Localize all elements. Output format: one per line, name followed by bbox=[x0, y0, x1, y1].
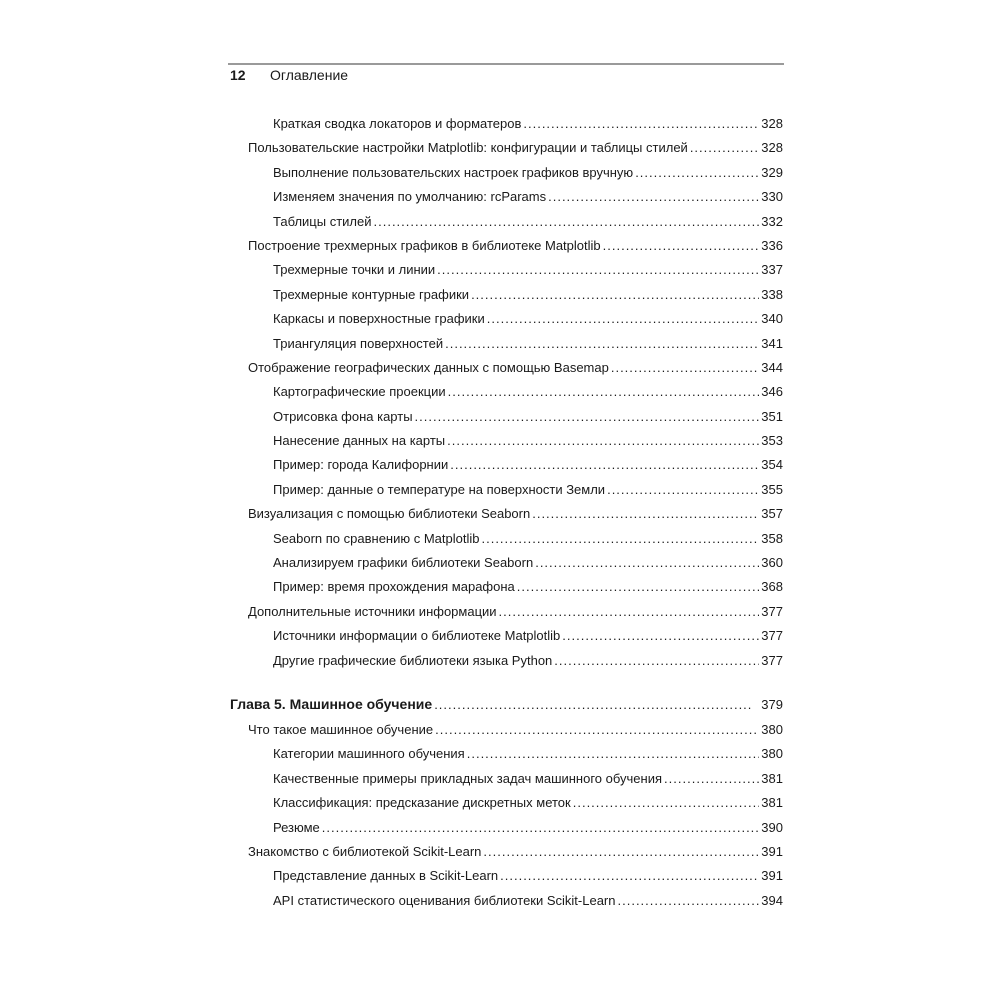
dot-leader bbox=[635, 165, 759, 180]
toc-entry[interactable] bbox=[230, 311, 783, 335]
toc-entry-page: 330 bbox=[761, 189, 783, 205]
toc-entry[interactable] bbox=[230, 140, 783, 164]
dot-leader bbox=[554, 653, 759, 668]
page-number: 12 bbox=[230, 67, 246, 83]
toc-entry-page: 381 bbox=[761, 795, 783, 811]
toc-entry[interactable] bbox=[230, 893, 783, 917]
toc-entry[interactable] bbox=[230, 722, 783, 746]
toc-entry[interactable] bbox=[230, 457, 783, 481]
dot-leader bbox=[434, 697, 753, 712]
toc-entry-title: Пример: данные о температуре на поверхности Земли bbox=[273, 481, 606, 497]
toc-entry-title: Нанесение данных на карты bbox=[273, 433, 446, 449]
toc-entry[interactable] bbox=[230, 746, 783, 770]
dot-leader bbox=[603, 238, 760, 253]
toc-entry-page: 346 bbox=[761, 384, 783, 400]
toc-entry-title: Триангуляция поверхностей bbox=[273, 335, 444, 351]
running-title: Оглавление bbox=[270, 67, 349, 83]
dot-leader bbox=[467, 746, 760, 761]
toc-entry-title: Визуализация с помощью библиотеки Seaborn bbox=[248, 506, 531, 522]
toc-entry[interactable] bbox=[230, 409, 783, 433]
toc-entry-page: 368 bbox=[761, 579, 783, 595]
toc-entry-page: 358 bbox=[761, 530, 783, 546]
toc-entry-page: 379 bbox=[761, 696, 783, 712]
toc-entry[interactable] bbox=[230, 238, 783, 262]
toc-entry-title: Выполнение пользовательских настроек графиков вручную bbox=[273, 164, 634, 180]
toc-entry-page: 338 bbox=[761, 286, 783, 302]
toc-entry-title: Что такое машинное обучение bbox=[248, 721, 434, 737]
toc-entry-title: Источники информации о библиотеке Matplotlib bbox=[273, 628, 561, 644]
toc-entry-page: 351 bbox=[761, 408, 783, 424]
toc-entry-page: 344 bbox=[761, 359, 783, 375]
toc-entry-title: Seaborn по сравнению с Matplotlib bbox=[273, 530, 480, 546]
dot-leader bbox=[481, 531, 759, 546]
toc-entry[interactable] bbox=[230, 531, 783, 555]
toc-entry-title: Трехмерные точки и линии bbox=[273, 262, 436, 278]
dot-leader bbox=[618, 893, 760, 908]
dot-leader bbox=[447, 433, 759, 448]
dot-leader bbox=[450, 457, 759, 472]
toc-entry[interactable] bbox=[230, 336, 783, 360]
toc-entry-page: 355 bbox=[761, 481, 783, 497]
toc-entry-page: 328 bbox=[761, 116, 783, 131]
toc-entry[interactable] bbox=[230, 868, 783, 892]
toc-entry-page: 341 bbox=[761, 335, 783, 351]
toc-entry-title: Отображение географических данных с помощью Basemap bbox=[248, 359, 609, 375]
dot-leader bbox=[435, 722, 759, 737]
dot-leader bbox=[611, 360, 759, 375]
toc-entry-title: Пример: города Калифорнии bbox=[273, 457, 449, 473]
header-rule bbox=[228, 63, 784, 65]
toc-entry-page: 337 bbox=[761, 262, 783, 278]
toc-entry-page: 340 bbox=[761, 311, 783, 327]
dot-leader bbox=[523, 116, 759, 131]
toc-entry-page: 381 bbox=[761, 770, 783, 786]
toc-entry-title: Резюме bbox=[273, 819, 320, 835]
toc-entry-page: 328 bbox=[761, 140, 783, 156]
dot-leader bbox=[322, 820, 760, 835]
toc-entry-page: 353 bbox=[761, 433, 783, 449]
toc-entry-title: Изменяем значения по умолчанию: rcParams bbox=[273, 189, 547, 205]
toc-entry[interactable] bbox=[230, 604, 783, 628]
toc-entry-page: 391 bbox=[761, 843, 783, 859]
toc-entry-page: 329 bbox=[761, 164, 783, 180]
toc-entry[interactable] bbox=[230, 214, 783, 238]
toc-entry-page: 377 bbox=[761, 628, 783, 644]
toc-entry-title: Каркасы и поверхностные графики bbox=[273, 311, 485, 327]
toc-entry[interactable] bbox=[230, 579, 783, 603]
toc-entry-page: 391 bbox=[761, 868, 783, 884]
toc-entry[interactable] bbox=[230, 771, 783, 795]
dot-leader bbox=[690, 140, 759, 155]
toc-entry-title: Другие графические библиотеки языка Python bbox=[273, 652, 553, 668]
dot-leader bbox=[532, 506, 759, 521]
toc-entry-page: 377 bbox=[761, 652, 783, 668]
dot-leader bbox=[499, 604, 760, 619]
dot-leader bbox=[573, 795, 760, 810]
dot-leader bbox=[562, 628, 759, 643]
toc-entry-page: 357 bbox=[761, 506, 783, 522]
toc-entry-title: Качественные примеры прикладных задач машинного обучения bbox=[273, 770, 663, 786]
toc-entry[interactable] bbox=[230, 360, 783, 384]
toc-entry-page: 380 bbox=[761, 721, 783, 737]
toc-entry[interactable] bbox=[230, 165, 783, 189]
toc-entry[interactable] bbox=[230, 820, 783, 844]
dot-leader bbox=[445, 336, 759, 351]
running-header bbox=[230, 67, 349, 83]
toc-entry[interactable] bbox=[230, 555, 783, 579]
toc-entry-page: 336 bbox=[761, 237, 783, 253]
dot-leader bbox=[517, 579, 760, 594]
toc-entry-page: 394 bbox=[761, 892, 783, 908]
toc-entry[interactable] bbox=[230, 189, 783, 213]
dot-leader bbox=[487, 311, 760, 326]
toc-entry-title: Анализируем графики библиотеки Seaborn bbox=[273, 555, 534, 571]
toc-entry-title: Знакомство с библиотекой Scikit-Learn bbox=[248, 843, 482, 859]
dot-leader bbox=[548, 189, 759, 204]
dot-leader bbox=[374, 214, 760, 229]
toc-entry-page: 332 bbox=[761, 213, 783, 229]
dot-leader bbox=[483, 844, 759, 859]
toc-entry-title: Представление данных в Scikit-Learn bbox=[273, 868, 499, 884]
toc-entry-page: 377 bbox=[761, 603, 783, 619]
toc-entry[interactable] bbox=[230, 116, 783, 140]
toc-entry[interactable] bbox=[230, 506, 783, 530]
toc-entry-page: 390 bbox=[761, 819, 783, 835]
toc-entry-title: Картографические проекции bbox=[273, 384, 446, 400]
toc-entry[interactable] bbox=[230, 653, 783, 677]
toc-entry[interactable] bbox=[230, 844, 783, 868]
dot-leader bbox=[415, 409, 760, 424]
dot-leader bbox=[500, 868, 759, 883]
toc-entry[interactable] bbox=[230, 628, 783, 652]
dot-leader bbox=[535, 555, 759, 570]
toc-entry-page: 360 bbox=[761, 555, 783, 571]
toc-entry-title: Краткая сводка локаторов и форматеров bbox=[273, 116, 522, 131]
table-of-contents bbox=[230, 116, 783, 917]
toc-entry-title: Пример: время прохождения марафона bbox=[273, 579, 515, 595]
toc-entry-title: Категории машинного обучения bbox=[273, 746, 465, 762]
toc-entry-title: Классификация: предсказание дискретных меток bbox=[273, 795, 571, 811]
toc-entry-title: Глава 5. Машинное обучение bbox=[230, 695, 433, 712]
dot-leader bbox=[664, 771, 759, 786]
toc-entry-title: Отрисовка фона карты bbox=[273, 408, 413, 424]
toc-entry[interactable] bbox=[230, 262, 783, 286]
dot-leader bbox=[471, 287, 759, 302]
toc-entry[interactable] bbox=[230, 384, 783, 408]
dot-leader bbox=[437, 262, 759, 277]
toc-chapter-entry[interactable] bbox=[230, 696, 783, 722]
toc-entry[interactable] bbox=[230, 433, 783, 457]
toc-entry[interactable] bbox=[230, 795, 783, 819]
toc-entry-title: Построение трехмерных графиков в библиотеке Matplotlib bbox=[248, 237, 601, 253]
dot-leader bbox=[607, 482, 759, 497]
toc-entry-title: Пользовательские настройки Matplotlib: конфигурации и таблицы стилей bbox=[248, 140, 688, 156]
toc-entry-title: Таблицы стилей bbox=[273, 213, 372, 229]
toc-entry-title: API статистического оценивания библиотеки Scikit-Learn bbox=[273, 892, 616, 908]
toc-entry[interactable] bbox=[230, 287, 783, 311]
toc-entry-title: Трехмерные контурные графики bbox=[273, 286, 470, 302]
toc-entry-page: 380 bbox=[761, 746, 783, 762]
toc-entry-page: 354 bbox=[761, 457, 783, 473]
toc-entry[interactable] bbox=[230, 482, 783, 506]
dot-leader bbox=[448, 384, 760, 399]
toc-entry-title: Дополнительные источники информации bbox=[248, 603, 497, 619]
